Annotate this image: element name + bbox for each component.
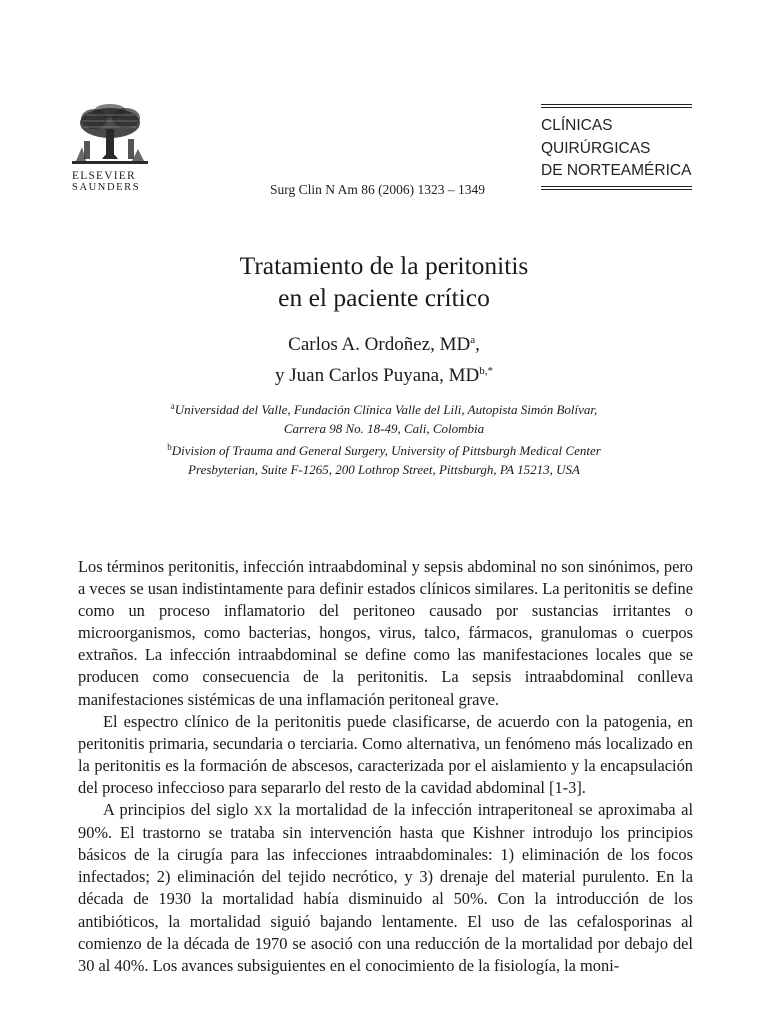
- journal-name: [541, 108, 692, 186]
- journal-bottom-rule: [541, 186, 692, 190]
- article-title: [0, 250, 768, 314]
- body-paragraph-2: El espectro clínico de la peritonitis puede clasificarse, de acuerdo con la patogenia, en peritonitis primaria, secundaria o terciaria. Como alternativa, un fenómeno más localizado en la peritonitis es la formación de abscesos, caracterizada por el aislamiento y la encapsulación del proceso infeccioso para separarlo del resto de la cavidad abdominal [1-3].: [78, 711, 693, 797]
- journal-name-line1: CLÍNICAS: [541, 117, 613, 134]
- journal-name-block: [541, 104, 692, 190]
- journal-name-line2: QUIRÚRGICAS: [541, 139, 651, 157]
- journal-citation: Surg Clin N Am 86 (2006) 1323 – 1349: [270, 182, 486, 197]
- affiliation-b: $^b$Division of Trauma and General Surgery, University of Pittsburgh Medical Center: [167, 442, 601, 458]
- author-2: y Juan Carlos Puyana, $MD^{b,*}$: [275, 365, 493, 386]
- body-paragraph-1: Los términos peritonitis, infección intraabdominal y sepsis abdominal no son sinónimos, pero a veces se usan indistintamente para definir estados clínicos similares. La peritonitis se define como un proceso inflamatorio del peritoneo causado por sustancias irritantes o microorganismos, como bacterias, hongos, virus, talco, fármacos, granulomas o cuerpos extraños. La infección intraabdominal se define como las manifestaciones locales que se producen como consecuencia de la peritonitis. La sepsis intraabdominal conlleva manifestaciones sistémicas de una inflamación peritoneal grave.: [78, 557, 693, 709]
- body-paragraph-3: A principios del siglo XX la mortalidad de la infección intraperitoneal se aproximaba al 90%. El trastorno se trataba sin intervención hasta que Kishner introdujo los principios básicos de la cirugía para las infecciones intraabdominales: 1) eliminación de los focos infectados; 2) eliminación del tejido necrótico, y 3) drenaje del material purulento. En la década de 1930 la mortalidad había disminuido al 50%. Con la introducción de los antibióticos, la mortalidad siguió bajando lentamente. El uso de las cefalosporinas al comienzo de la década de 1970 se asoció con una reducción de la mortalidad por debajo del 30 al 40%. Los avances subsiguientes en el conocimiento de la fisiología, la moni-: [78, 800, 693, 975]
- logo-wordmark-saunders: SAUNDERS: [72, 182, 141, 193]
- article-body: [78, 556, 693, 977]
- publisher-logo: [72, 103, 150, 193]
- elsevier-tree-icon: [72, 103, 148, 169]
- author-2-affiliation-mark: b,*: [479, 365, 493, 377]
- logo-wordmark-elsevier: ELSEVIER: [72, 170, 136, 182]
- affiliations: [0, 397, 768, 479]
- author-1: Carlos A. Ordoñez, $MD^a$,: [288, 334, 480, 355]
- affiliation-a: $^a$Universidad del Valle, Fundación Clínica Valle del Lili, Autopista Simón Bolívar,: [170, 401, 598, 417]
- author-1-affiliation-mark: a: [470, 334, 476, 346]
- article-title-line2: en el paciente crítico: [278, 283, 490, 312]
- journal-name-line3: DE NORTEAMÉRICA: [541, 162, 692, 179]
- affiliation-b-line2: Presbyterian, Suite F-1265, 200 Lothrop Street, Pittsburgh, PA 15213, USA: [188, 462, 580, 477]
- affiliation-a-line2: Carrera 98 No. 18-49, Cali, Colombia: [283, 421, 485, 436]
- century-numeral: XX: [253, 804, 273, 819]
- author-list: [0, 327, 768, 389]
- article-title-line1: Tratamiento de la peritonitis: [239, 251, 529, 280]
